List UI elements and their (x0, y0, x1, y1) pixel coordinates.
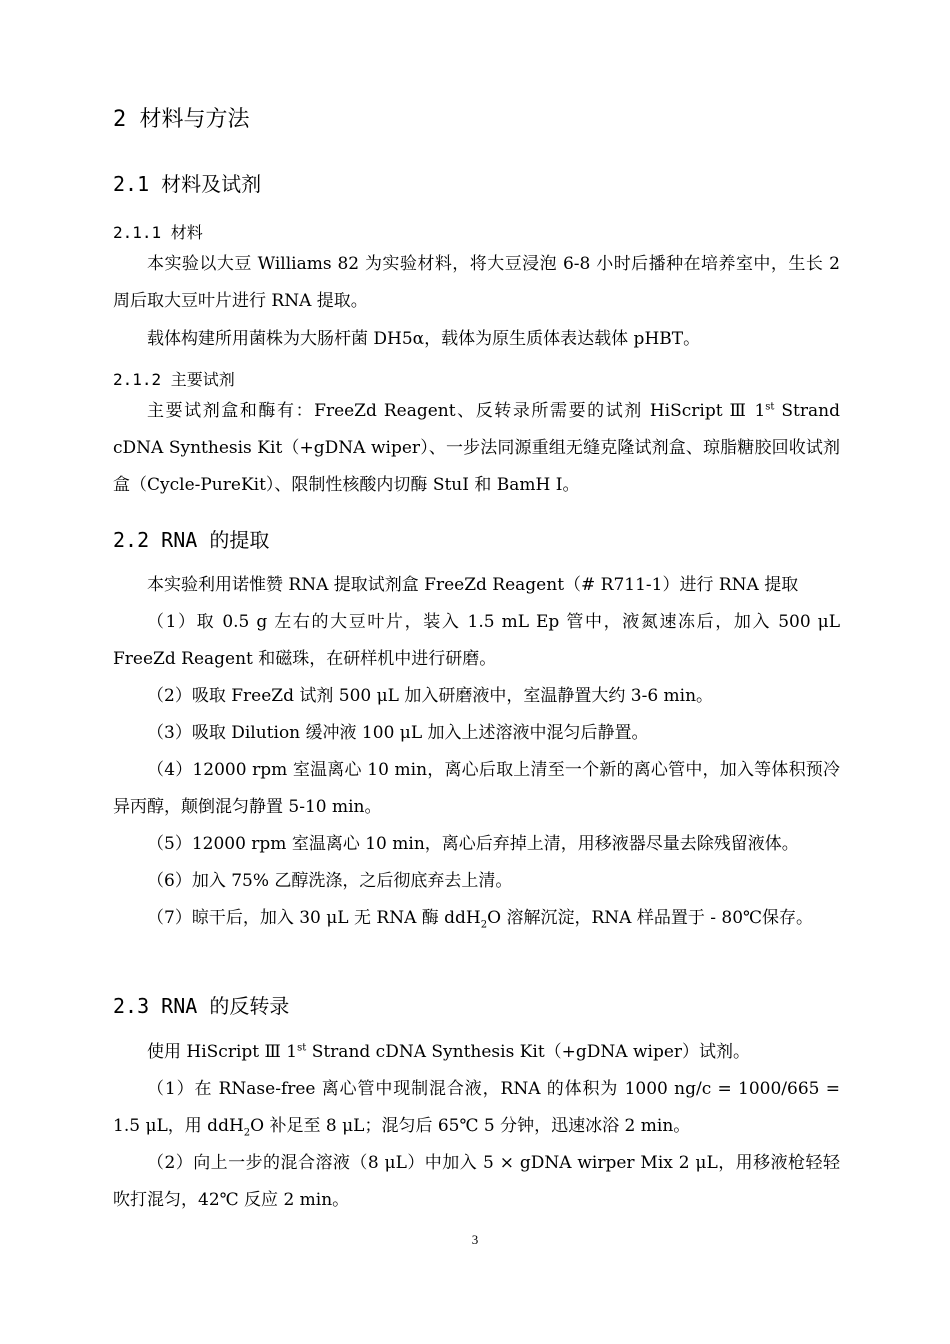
paragraph-materials: 本实验以大豆 Williams 82 为实验材料，将大豆浸泡 6-8 小时后播种在培养室中，生长 2 周后取大豆叶片进行 RNA 提取。 (113, 254, 840, 311)
reagents-text-a: 主要试剂盒和酶有：FreeZd Reagent、反转录所需要的试剂 HiScript Ⅲ 1 (147, 401, 766, 421)
paragraph-rna-extraction-intro: 本实验利用诺惟赞 RNA 提取试剂盒 FreeZd Reagent（# R711-1）进行 RNA 提取 (147, 575, 799, 595)
paragraph-reagents (113, 393, 840, 504)
reagents-superscript: st (765, 401, 775, 413)
paragraph-rna-step-3: （3）吸取 Dilution 缓冲液 100 μL 加入上述溶液中混匀后静置。 (147, 723, 649, 743)
section-heading-2-3: 2.3 RNA 的反转录 (113, 994, 290, 1018)
rt-intro-superscript: st (297, 1042, 307, 1054)
rna-step-7-text-a: （7）晾干后，加入 30 μL 无 RNA 酶 ddH (147, 908, 481, 928)
paragraph-rna-step-6: （6）加入 75% 乙醇洗涤，之后彻底弃去上清。 (147, 871, 513, 891)
rt-intro-text-a: 使用 HiScript Ⅲ 1 (147, 1042, 298, 1062)
section-heading-2: 2 材料与方法 (113, 107, 250, 132)
paragraph-rna-step-4: （4）12000 rpm 室温离心 10 min，离心后取上清至一个新的离心管中，加入等体积预冷异丙醇，颠倒混匀静置 5-10 min。 (113, 760, 840, 817)
rt-intro-text-b: Strand cDNA Synthesis Kit（+gDNA wiper）试剂。 (306, 1042, 751, 1062)
paragraph-vector: 载体构建所用菌株为大肠杆菌 DH5α，载体为原生质体表达载体 pHBT。 (147, 329, 701, 349)
paragraph-rt-step-2: （2）向上一步的混合溶液（8 μL）中加入 5 × gDNA wirper Mix 2 μL，用移液枪轻轻吹打混匀，42℃ 反应 2 min。 (113, 1153, 840, 1210)
paragraph-rt-intro (113, 1034, 840, 1071)
paragraph-rt-step-1 (113, 1071, 840, 1145)
page-number: 3 (471, 1232, 479, 1247)
rna-step-7-subscript: 2 (480, 919, 488, 931)
section-heading-2-1: 2.1 材料及试剂 (113, 172, 262, 196)
rna-step-7-text-b: O 溶解沉淀，RNA 样品置于 - 80℃保存。 (487, 908, 814, 928)
rt-step-1-subscript: 2 (243, 1127, 251, 1139)
paragraph-rna-step-5: （5）12000 rpm 室温离心 10 min，离心后弃掉上清，用移液器尽量去除残留液体。 (147, 834, 799, 854)
section-heading-2-1-1: 2.1.1 材料 (113, 223, 203, 242)
rt-step-1-text-a: （1）在 RNase-free 离心管中现制混合液，RNA 的体积为 1000 ng/c = 1000/665 = 1.5 μL，用 ddH (113, 1079, 840, 1136)
section-heading-2-2: 2.2 RNA 的提取 (113, 528, 270, 552)
paragraph-rna-step-2: （2）吸取 FreeZd 试剂 500 μL 加入研磨液中，室温静置大约 3-6 min。 (147, 686, 714, 706)
section-heading-2-1-2: 2.1.2 主要试剂 (113, 370, 235, 389)
reagents-text-b: Strand cDNA Synthesis Kit（+gDNA wiper）、一步法同源重组无缝克隆试剂盒、琼脂糖胶回收试剂盒（Cycle-PureKit）、限制性核酸内切酶 StuⅠ 和 BamH Ⅰ。 (113, 401, 840, 495)
paragraph-rna-step-7 (113, 900, 840, 937)
rt-step-1-text-b: O 补足至 8 μL；混匀后 65℃ 5 分钟，迅速冰浴 2 min。 (250, 1116, 691, 1136)
paragraph-rna-step-1: （1）取 0.5 g 左右的大豆叶片，装入 1.5 mL Ep 管中，液氮速冻后，加入 500 μL FreeZd Reagent 和磁珠，在研样机中进行研磨。 (113, 612, 840, 669)
